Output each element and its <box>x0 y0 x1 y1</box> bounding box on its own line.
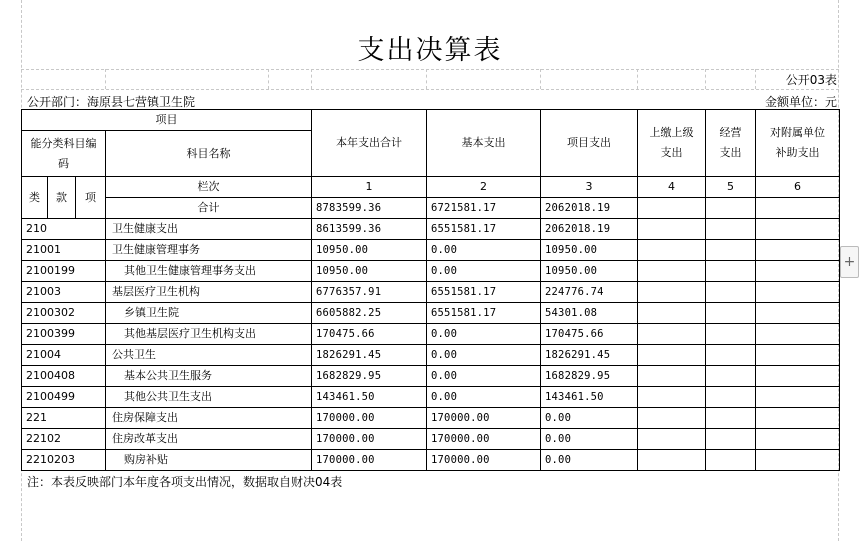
table-row <box>22 429 840 450</box>
code-cell[interactable]: 2100499 <box>22 387 106 408</box>
total-cell[interactable]: 10950.00 <box>312 261 427 282</box>
expand-button[interactable]: + <box>840 246 859 278</box>
report-title: 支出决算表 <box>357 35 503 66</box>
basic-cell[interactable]: 0.00 <box>427 387 541 408</box>
gridline <box>105 69 106 89</box>
project-cell[interactable]: 0.00 <box>541 408 638 429</box>
basic-cell[interactable]: 0.00 <box>427 345 541 366</box>
gridline <box>21 89 839 90</box>
col-header-business: 经营支出 <box>706 110 756 177</box>
empty-cell[interactable] <box>756 303 840 324</box>
gridline <box>755 69 756 89</box>
empty-cell[interactable] <box>706 324 756 345</box>
lanci-label: 栏次 <box>106 177 312 198</box>
total-cell[interactable]: 6776357.91 <box>312 282 427 303</box>
empty-cell[interactable] <box>756 429 840 450</box>
basic-cell[interactable]: 0.00 <box>427 240 541 261</box>
table-row <box>22 450 840 471</box>
project-cell[interactable]: 143461.50 <box>541 387 638 408</box>
unit-label: 金额单位：元 <box>764 95 837 109</box>
empty-cell[interactable] <box>756 345 840 366</box>
empty-cell[interactable] <box>756 387 840 408</box>
empty-cell[interactable] <box>706 198 756 219</box>
empty-cell[interactable] <box>756 450 840 471</box>
table-row <box>22 324 840 345</box>
code-cell[interactable]: 210 <box>22 219 106 240</box>
project-cell[interactable]: 170475.66 <box>541 324 638 345</box>
department-label: 公开部门：海原县七营镇卫生院 <box>27 95 196 109</box>
col-header-project: 项目支出 <box>541 110 638 177</box>
empty-cell[interactable] <box>638 219 706 240</box>
empty-cell[interactable] <box>638 240 706 261</box>
code-cell[interactable]: 2100199 <box>22 261 106 282</box>
total-cell[interactable]: 6605882.25 <box>312 303 427 324</box>
empty-cell[interactable] <box>706 387 756 408</box>
empty-cell[interactable] <box>638 450 706 471</box>
total-cell[interactable]: 170000.00 <box>312 450 427 471</box>
col-header-basic: 基本支出 <box>427 110 541 177</box>
basic-cell[interactable]: 6551581.17 <box>427 219 541 240</box>
total-cell[interactable]: 170000.00 <box>312 429 427 450</box>
index-row <box>22 177 840 198</box>
empty-cell[interactable] <box>638 261 706 282</box>
empty-cell[interactable] <box>756 408 840 429</box>
project-cell[interactable]: 224776.74 <box>541 282 638 303</box>
basic-cell[interactable]: 170000.00 <box>427 408 541 429</box>
gridline <box>268 69 269 89</box>
empty-cell[interactable] <box>638 303 706 324</box>
subject-name-cell[interactable]: 乡镇卫生院 <box>106 303 312 324</box>
subject-name-cell[interactable]: 其他基层医疗卫生机构支出 <box>106 324 312 345</box>
empty-cell[interactable] <box>756 261 840 282</box>
empty-cell[interactable] <box>706 429 756 450</box>
code-cell[interactable]: 21003 <box>22 282 106 303</box>
empty-cell[interactable] <box>756 219 840 240</box>
total-cell[interactable]: 170475.66 <box>312 324 427 345</box>
empty-cell[interactable] <box>706 240 756 261</box>
lei-header: 类 <box>22 177 48 219</box>
empty-cell[interactable] <box>706 450 756 471</box>
gridline <box>705 69 706 89</box>
code-cell[interactable]: 22102 <box>22 429 106 450</box>
table-row <box>22 261 840 282</box>
project-cell[interactable]: 1682829.95 <box>541 366 638 387</box>
table-row <box>22 219 840 240</box>
empty-cell[interactable] <box>756 366 840 387</box>
table-row <box>22 366 840 387</box>
empty-cell[interactable] <box>638 324 706 345</box>
col-index: 6 <box>756 177 840 198</box>
subject-name-cell[interactable]: 基层医疗卫生机构 <box>106 282 312 303</box>
basic-cell[interactable]: 6551581.17 <box>427 303 541 324</box>
empty-cell[interactable] <box>638 282 706 303</box>
xiang-header: 项 <box>76 177 106 219</box>
col-index: 1 <box>312 177 427 198</box>
code-cell[interactable]: 2100399 <box>22 324 106 345</box>
subject-name-cell[interactable]: 住房保障支出 <box>106 408 312 429</box>
empty-cell[interactable] <box>706 219 756 240</box>
code-cell[interactable]: 2100408 <box>22 366 106 387</box>
code-cell[interactable]: 21001 <box>22 240 106 261</box>
project-cell[interactable]: 54301.08 <box>541 303 638 324</box>
total-label: 合计 <box>106 198 312 219</box>
total-cell[interactable]: 8613599.36 <box>312 219 427 240</box>
empty-cell[interactable] <box>638 408 706 429</box>
basic-cell[interactable]: 0.00 <box>427 324 541 345</box>
empty-cell[interactable] <box>706 408 756 429</box>
subject-name-cell[interactable]: 其他卫生健康管理事务支出 <box>106 261 312 282</box>
subject-name-cell[interactable]: 卫生健康管理事务 <box>106 240 312 261</box>
project-cell[interactable]: 1826291.45 <box>541 345 638 366</box>
func-code-header: 能分类科目编码 <box>22 131 106 177</box>
basic-cell[interactable]: 0.00 <box>427 366 541 387</box>
subject-name-header: 科目名称 <box>106 131 312 177</box>
col-header-upper: 上缴上级支出 <box>638 110 706 177</box>
table-row <box>22 408 840 429</box>
basic-cell[interactable]: 170000.00 <box>427 450 541 471</box>
gridline <box>637 69 638 89</box>
total-cell[interactable]: 170000.00 <box>312 408 427 429</box>
basic-cell[interactable]: 6551581.17 <box>427 282 541 303</box>
header-row <box>22 110 840 131</box>
empty-cell[interactable] <box>706 261 756 282</box>
gridline <box>21 69 839 70</box>
project-cell[interactable]: 10950.00 <box>541 261 638 282</box>
col-header-subsidy: 对附属单位补助支出 <box>756 110 840 177</box>
subject-name-cell[interactable]: 基本公共卫生服务 <box>106 366 312 387</box>
empty-cell[interactable] <box>638 429 706 450</box>
code-cell[interactable]: 2210203 <box>22 450 106 471</box>
total-cell[interactable]: 143461.50 <box>312 387 427 408</box>
basic-cell[interactable]: 0.00 <box>427 261 541 282</box>
subject-name-cell[interactable]: 住房改革支出 <box>106 429 312 450</box>
empty-cell[interactable] <box>706 345 756 366</box>
subject-name-cell[interactable]: 公共卫生 <box>106 345 312 366</box>
project-cell[interactable]: 2062018.19 <box>541 198 638 219</box>
empty-cell[interactable] <box>638 345 706 366</box>
col-index: 3 <box>541 177 638 198</box>
basic-cell[interactable]: 6721581.17 <box>427 198 541 219</box>
total-cell[interactable]: 10950.00 <box>312 240 427 261</box>
table-row <box>22 303 840 324</box>
table-row <box>22 387 840 408</box>
empty-cell[interactable] <box>706 282 756 303</box>
total-cell[interactable]: 1826291.45 <box>312 345 427 366</box>
table-row <box>22 345 840 366</box>
subject-name-cell[interactable]: 卫生健康支出 <box>106 219 312 240</box>
project-cell[interactable]: 0.00 <box>541 450 638 471</box>
empty-cell[interactable] <box>706 366 756 387</box>
subject-name-cell[interactable]: 购房补贴 <box>106 450 312 471</box>
total-cell[interactable]: 1682829.95 <box>312 366 427 387</box>
code-cell[interactable]: 221 <box>22 408 106 429</box>
col-index: 2 <box>427 177 541 198</box>
empty-cell[interactable] <box>756 198 840 219</box>
footnote: 注：本表反映部门本年度各项支出情况，数据取自财决04表 <box>27 475 343 489</box>
empty-cell[interactable] <box>756 282 840 303</box>
expenditure-table <box>21 109 840 471</box>
gridline <box>426 69 427 89</box>
empty-cell[interactable] <box>638 198 706 219</box>
basic-cell[interactable]: 170000.00 <box>427 429 541 450</box>
empty-cell[interactable] <box>756 240 840 261</box>
kuan-header: 款 <box>48 177 76 219</box>
empty-cell[interactable] <box>638 366 706 387</box>
project-cell[interactable]: 2062018.19 <box>541 219 638 240</box>
form-number: 公开03表 <box>785 73 837 87</box>
gridline <box>311 69 312 89</box>
subject-name-cell[interactable]: 其他公共卫生支出 <box>106 387 312 408</box>
code-cell[interactable]: 21004 <box>22 345 106 366</box>
project-cell[interactable]: 0.00 <box>541 429 638 450</box>
item-header: 项目 <box>22 110 312 131</box>
empty-cell[interactable] <box>638 387 706 408</box>
col-header-total: 本年支出合计 <box>312 110 427 177</box>
code-cell[interactable]: 2100302 <box>22 303 106 324</box>
total-row <box>22 198 840 219</box>
total-cell[interactable]: 8783599.36 <box>312 198 427 219</box>
col-index: 4 <box>638 177 706 198</box>
empty-cell[interactable] <box>756 324 840 345</box>
empty-cell[interactable] <box>706 303 756 324</box>
table-row <box>22 240 840 261</box>
col-index: 5 <box>706 177 756 198</box>
gridline <box>540 69 541 89</box>
project-cell[interactable]: 10950.00 <box>541 240 638 261</box>
table-row <box>22 282 840 303</box>
